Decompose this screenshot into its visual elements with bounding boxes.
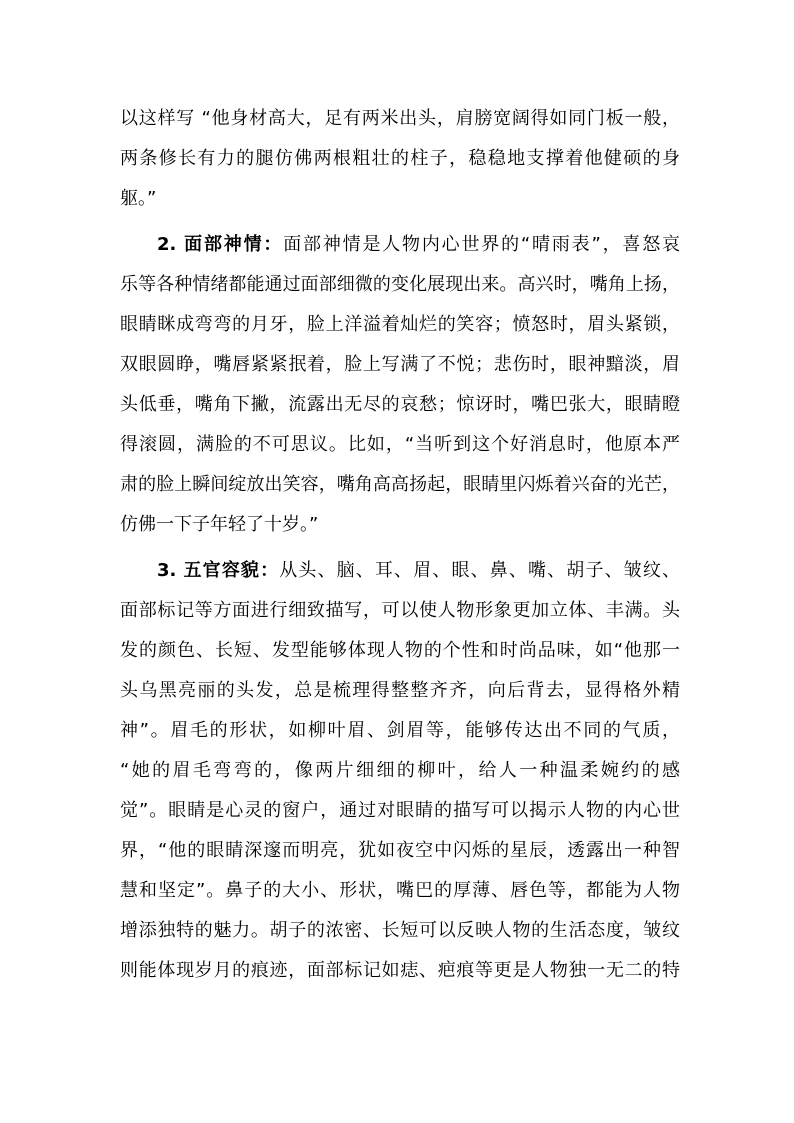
- text-line: 增添独特的魅力。胡子的浓密、长短可以反映人物的生活态度，皱纹: [120, 920, 680, 941]
- text-line: 躯。”: [120, 188, 157, 209]
- text-line: 则能体现岁月的痕迹，面部标记如痣、疤痕等更是人物独一无二的特: [120, 960, 680, 981]
- text-line: 肃的脸上瞬间绽放出笑容，嘴角高高扬起，眼睛里闪烁着兴奋的光芒，: [120, 474, 680, 495]
- text-line: 头低垂，嘴角下撇，流露出无尽的哀愁；惊讶时，嘴巴张大，眼睛瞪: [120, 394, 680, 415]
- text-line: 面部标记等方面进行细致描写，可以使人物形象更加立体、丰满。头: [120, 600, 680, 621]
- section-number: 2.: [157, 234, 177, 255]
- text-run: 面部神情是人物内心世界的“晴雨表”，喜怒哀: [283, 234, 680, 255]
- text-line: 乐等各种情绪都能通过面部细微的变化展现出来。高兴时，嘴角上扬，: [120, 274, 680, 295]
- section-number: 3.: [157, 560, 177, 581]
- body-text: [120, 99, 680, 991]
- paragraph-facial-expression: [120, 225, 680, 545]
- section-heading: 五官容貌：: [182, 560, 280, 581]
- text-line: [120, 551, 680, 591]
- paragraph-continuation: [120, 99, 680, 219]
- text-line: 两条修长有力的腿仿佛两根粗壮的柱子，稳稳地支撑着他健硕的身: [120, 148, 680, 169]
- text-line: 以这样写 “他身材高大，足有两米出头，肩膀宽阔得如同门板一般，: [120, 108, 680, 129]
- text-line: 头乌黑亮丽的头发，总是梳理得整整齐齐，向后背去，显得格外精: [120, 680, 680, 701]
- text-line: 觉”。眼睛是心灵的窗户，通过对眼睛的描写可以揭示人物的内心世: [120, 800, 680, 821]
- section-heading: 面部神情：: [182, 234, 284, 255]
- text-line: 发的颜色、长短、发型能够体现人物的个性和时尚品味，如“他那一: [120, 640, 680, 661]
- text-line: 双眼圆睁，嘴唇紧紧抿着，脸上写满了不悦；悲伤时，眼神黯淡，眉: [120, 354, 680, 375]
- text-line: 界，“他的眼睛深邃而明亮，犹如夜空中闪烁的星辰，透露出一种智: [120, 840, 680, 861]
- text-line: [120, 225, 680, 265]
- text-run: 从头、脑、耳、眉、眼、鼻、嘴、胡子、皱纹、: [279, 560, 681, 581]
- text-line: “她的眉毛弯弯的，像两片细细的柳叶，给人一种温柔婉约的感: [120, 760, 680, 781]
- paragraph-facial-features: [120, 551, 680, 991]
- text-line: 得滚圆，满脸的不可思议。比如，“当听到这个好消息时，他原本严: [120, 434, 680, 455]
- text-line: 仿佛一下子年轻了十岁。”: [120, 514, 319, 535]
- text-line: 眼睛眯成弯弯的月牙，脸上洋溢着灿烂的笑容；愤怒时，眉头紧锁，: [120, 314, 680, 335]
- text-line: 神”。眉毛的形状，如柳叶眉、剑眉等，能够传达出不同的气质，: [120, 720, 680, 741]
- text-line: 慧和坚定”。鼻子的大小、形状，嘴巴的厚薄、唇色等，都能为人物: [120, 880, 680, 901]
